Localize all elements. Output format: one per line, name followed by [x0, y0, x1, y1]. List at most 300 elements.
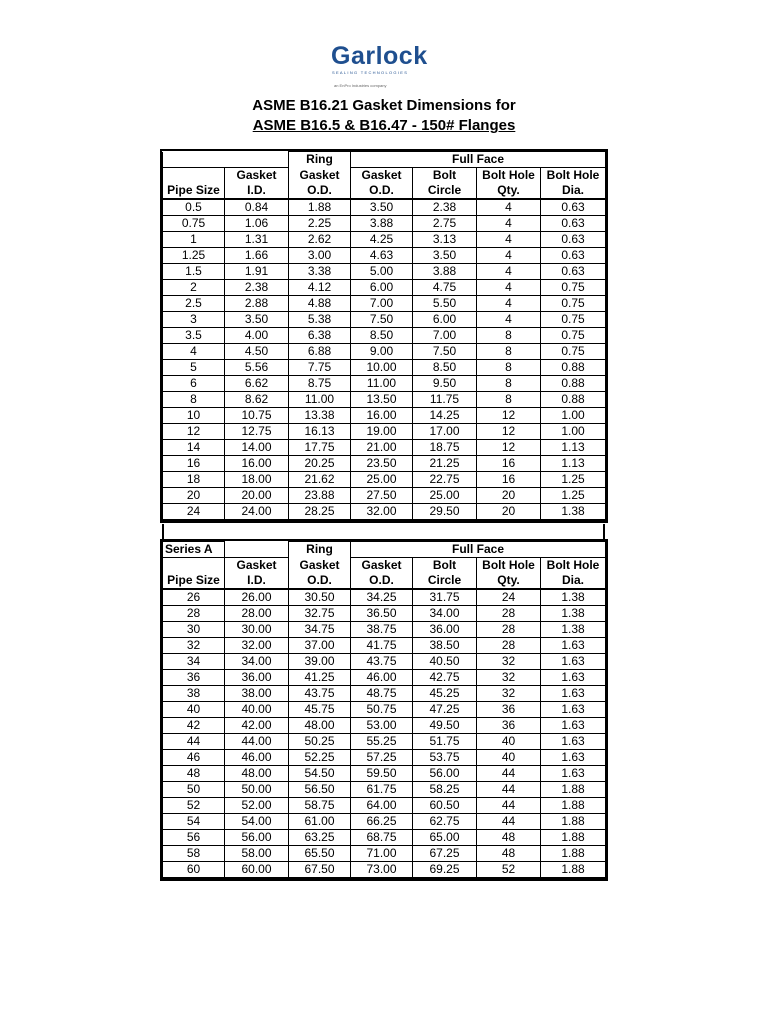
gasket-id-cell: 32.00: [225, 638, 289, 654]
pipe-size-cell: 1.5: [163, 264, 225, 280]
pipe-size-cell: 40: [163, 702, 225, 718]
bolt-hole-qty-cell: 12: [477, 424, 541, 440]
bolt-circle-cell: 7.00: [413, 328, 477, 344]
ff-gasket-od-cell: 36.50: [351, 606, 413, 622]
gasket-id-cell: 20.00: [225, 488, 289, 504]
bolt-circle-cell: 6.00: [413, 312, 477, 328]
ring-gasket-od-cell: 45.75: [289, 702, 351, 718]
gasket-id-cell: 34.00: [225, 654, 289, 670]
ring-gasket-od-cell: 13.38: [289, 408, 351, 424]
header-blank: [225, 542, 289, 558]
bolt-hole-qty-cell: 4: [477, 312, 541, 328]
table-row: [163, 360, 606, 376]
ff-gasket-od-cell: 55.25: [351, 734, 413, 750]
bolt-hole-qty-cell: 4: [477, 216, 541, 232]
gasket-id-cell: 46.00: [225, 750, 289, 766]
bolt-hole-qty-cell: 48: [477, 846, 541, 862]
bolt-circle-cell: 25.00: [413, 488, 477, 504]
bolt-hole-qty-cell: 4: [477, 296, 541, 312]
bolt-circle-cell: 17.00: [413, 424, 477, 440]
ring-gasket-od-cell: 4.12: [289, 280, 351, 296]
bolt-hole-qty-cell: 20: [477, 504, 541, 521]
gasket-id-cell: 1.31: [225, 232, 289, 248]
ring-gasket-od-cell: 63.25: [289, 830, 351, 846]
ring-gasket-od-cell: 20.25: [289, 456, 351, 472]
bolt-circle-cell: 11.75: [413, 392, 477, 408]
bolt-hole-dia-cell: 1.63: [541, 750, 606, 766]
pipe-size-cell: 1: [163, 232, 225, 248]
pipe-size-cell: 46: [163, 750, 225, 766]
ff-gasket-od-header: O.D.: [351, 183, 413, 199]
table-row: [163, 814, 606, 830]
pipe-size-cell: 1.25: [163, 248, 225, 264]
pipe-size-cell: 4: [163, 344, 225, 360]
ring-gasket-od-header-top: Gasket: [289, 168, 351, 184]
table-row: [163, 472, 606, 488]
pipe-size-cell: 3: [163, 312, 225, 328]
table-row: [163, 392, 606, 408]
table-row: [163, 718, 606, 734]
gasket-id-cell: 2.38: [225, 280, 289, 296]
bolt-hole-qty-cell: 16: [477, 472, 541, 488]
bolt-circle-cell: 29.50: [413, 504, 477, 521]
bolt-hole-qty-cell: 32: [477, 654, 541, 670]
bolt-circle-cell: 45.25: [413, 686, 477, 702]
bolt-hole-dia-cell: 1.00: [541, 424, 606, 440]
pipe-size-cell: 42: [163, 718, 225, 734]
table-row: [163, 488, 606, 504]
ff-gasket-od-cell: 57.25: [351, 750, 413, 766]
bolt-hole-qty-cell: 44: [477, 798, 541, 814]
ring-gasket-od-cell: 61.00: [289, 814, 351, 830]
gasket-id-cell: 56.00: [225, 830, 289, 846]
bolt-circle-cell: 5.50: [413, 296, 477, 312]
ring-gasket-od-cell: 4.88: [289, 296, 351, 312]
ring-gasket-od-header: O.D.: [289, 183, 351, 199]
bolt-hole-qty-cell: 36: [477, 718, 541, 734]
pipe-size-cell: 38: [163, 686, 225, 702]
pipe-size-cell: 10: [163, 408, 225, 424]
gasket-id-cell: 1.66: [225, 248, 289, 264]
bolt-hole-dia-cell: 1.38: [541, 606, 606, 622]
gasket-id-cell: 4.50: [225, 344, 289, 360]
bolt-circle-cell: 4.75: [413, 280, 477, 296]
table-row: [163, 670, 606, 686]
bolt-hole-qty-cell: 44: [477, 782, 541, 798]
bolt-hole-dia-cell: 1.13: [541, 456, 606, 472]
bolt-hole-dia-cell: 1.25: [541, 488, 606, 504]
gasket-id-cell: 4.00: [225, 328, 289, 344]
table-row: [163, 686, 606, 702]
bolt-circle-header: Circle: [413, 183, 477, 199]
ring-gasket-od-cell: 11.00: [289, 392, 351, 408]
bolt-hole-qty-header: Qty.: [477, 183, 541, 199]
ring-gasket-od-cell: 2.62: [289, 232, 351, 248]
gasket-id-cell: 50.00: [225, 782, 289, 798]
pipe-size-cell: 28: [163, 606, 225, 622]
gasket-id-cell: 54.00: [225, 814, 289, 830]
bolt-hole-dia-header: Dia.: [541, 573, 606, 589]
bolt-hole-qty-cell: 4: [477, 248, 541, 264]
gasket-id-cell: 60.00: [225, 862, 289, 879]
bolt-circle-cell: 3.88: [413, 264, 477, 280]
bolt-circle-cell: 34.00: [413, 606, 477, 622]
ring-gasket-od-cell: 6.88: [289, 344, 351, 360]
bolt-hole-dia-cell: 1.63: [541, 718, 606, 734]
ring-gasket-od-cell: 16.13: [289, 424, 351, 440]
ff-gasket-od-cell: 10.00: [351, 360, 413, 376]
bolt-hole-dia-cell: 1.00: [541, 408, 606, 424]
bolt-hole-dia-cell: 0.63: [541, 264, 606, 280]
bolt-hole-qty-cell: 40: [477, 750, 541, 766]
bolt-hole-dia-cell: 1.13: [541, 440, 606, 456]
bolt-hole-dia-cell: 0.88: [541, 376, 606, 392]
bolt-hole-dia-cell: 0.75: [541, 312, 606, 328]
ring-gasket-od-cell: 2.25: [289, 216, 351, 232]
bolt-circle-cell: 2.38: [413, 199, 477, 216]
bolt-hole-dia-cell: 0.63: [541, 248, 606, 264]
pipe-size-cell: 12: [163, 424, 225, 440]
bolt-hole-qty-cell: 24: [477, 589, 541, 606]
bolt-hole-qty-cell: 36: [477, 702, 541, 718]
table-row: [163, 344, 606, 360]
ring-gasket-od-cell: 17.75: [289, 440, 351, 456]
bolt-hole-dia-cell: 1.63: [541, 670, 606, 686]
table-row: [163, 328, 606, 344]
group-header-row: [163, 542, 606, 558]
ff-gasket-od-cell: 9.00: [351, 344, 413, 360]
gasket-id-cell: 28.00: [225, 606, 289, 622]
gasket-id-cell: 36.00: [225, 670, 289, 686]
bolt-circle-cell: 49.50: [413, 718, 477, 734]
bolt-hole-qty-cell: 8: [477, 328, 541, 344]
bolt-hole-qty-header-top: Bolt Hole: [477, 168, 541, 184]
pipe-size-header: Pipe Size: [163, 183, 225, 199]
pipe-size-cell: 50: [163, 782, 225, 798]
bolt-circle-cell: 58.25: [413, 782, 477, 798]
table-row: [163, 782, 606, 798]
gasket-id-cell: 2.88: [225, 296, 289, 312]
pipe-size-cell: 36: [163, 670, 225, 686]
bolt-hole-dia-cell: 0.75: [541, 296, 606, 312]
pipe-size-cell: 2: [163, 280, 225, 296]
bolt-hole-qty-cell: 32: [477, 670, 541, 686]
bolt-hole-dia-header-top: Bolt Hole: [541, 558, 606, 574]
bolt-circle-cell: 51.75: [413, 734, 477, 750]
bolt-circle-cell: 60.50: [413, 798, 477, 814]
bolt-hole-qty-cell: 48: [477, 830, 541, 846]
ring-gasket-od-cell: 56.50: [289, 782, 351, 798]
ff-gasket-od-cell: 34.25: [351, 589, 413, 606]
header-blank: [225, 152, 289, 168]
bolt-hole-qty-cell: 4: [477, 280, 541, 296]
ring-gasket-od-cell: 3.38: [289, 264, 351, 280]
bolt-hole-qty-cell: 32: [477, 686, 541, 702]
bolt-hole-qty-cell: 8: [477, 344, 541, 360]
ff-gasket-od-cell: 16.00: [351, 408, 413, 424]
ff-gasket-od-cell: 61.75: [351, 782, 413, 798]
bolt-circle-cell: 18.75: [413, 440, 477, 456]
bolt-circle-cell: 47.25: [413, 702, 477, 718]
table-row: [163, 606, 606, 622]
bolt-hole-qty-cell: 28: [477, 606, 541, 622]
bolt-hole-qty-cell: 4: [477, 232, 541, 248]
column-header-row-top: [163, 168, 606, 184]
gasket-id-cell: 52.00: [225, 798, 289, 814]
ring-gasket-od-cell: 1.88: [289, 199, 351, 216]
pipe-size-header-top: [163, 558, 225, 574]
ring-gasket-od-header: O.D.: [289, 573, 351, 589]
ff-gasket-od-cell: 7.00: [351, 296, 413, 312]
table-row: [163, 248, 606, 264]
logo-wordmark: Garlock: [331, 42, 428, 70]
gasket-id-cell: 42.00: [225, 718, 289, 734]
pipe-size-cell: 6: [163, 376, 225, 392]
ff-gasket-od-cell: 43.75: [351, 654, 413, 670]
pipe-size-cell: 18: [163, 472, 225, 488]
bolt-hole-dia-cell: 1.38: [541, 589, 606, 606]
table-row: [163, 199, 606, 216]
ff-gasket-od-cell: 46.00: [351, 670, 413, 686]
bolt-hole-dia-cell: 1.38: [541, 504, 606, 521]
ff-gasket-od-header-top: Gasket: [351, 168, 413, 184]
table-body: [163, 589, 606, 878]
gasket-id-header: I.D.: [225, 183, 289, 199]
gasket-id-cell: 18.00: [225, 472, 289, 488]
bolt-hole-dia-cell: 0.63: [541, 199, 606, 216]
gasket-id-cell: 30.00: [225, 622, 289, 638]
bolt-circle-cell: 8.50: [413, 360, 477, 376]
column-header-row-bottom: [163, 183, 606, 199]
ring-gasket-od-header-top: Gasket: [289, 558, 351, 574]
ring-gasket-od-cell: 37.00: [289, 638, 351, 654]
bolt-hole-qty-cell: 52: [477, 862, 541, 879]
gasket-id-cell: 6.62: [225, 376, 289, 392]
bolt-circle-cell: 69.25: [413, 862, 477, 879]
ff-gasket-od-cell: 23.50: [351, 456, 413, 472]
table-spacer: [162, 524, 605, 540]
bolt-hole-dia-header: Dia.: [541, 183, 606, 199]
bolt-hole-qty-header-top: Bolt Hole: [477, 558, 541, 574]
ff-gasket-od-cell: 50.75: [351, 702, 413, 718]
gasket-id-cell: 26.00: [225, 589, 289, 606]
table-row: [163, 264, 606, 280]
bolt-hole-qty-cell: 44: [477, 814, 541, 830]
gasket-id-cell: 14.00: [225, 440, 289, 456]
pipe-size-cell: 60: [163, 862, 225, 879]
ff-gasket-od-cell: 64.00: [351, 798, 413, 814]
table-row: [163, 504, 606, 521]
pipe-size-cell: 0.5: [163, 199, 225, 216]
bolt-circle-cell: 56.00: [413, 766, 477, 782]
bolt-hole-qty-cell: 12: [477, 440, 541, 456]
bolt-circle-cell: 42.75: [413, 670, 477, 686]
ring-gasket-od-cell: 48.00: [289, 718, 351, 734]
ff-gasket-od-cell: 66.25: [351, 814, 413, 830]
gasket-id-cell: 58.00: [225, 846, 289, 862]
ring-gasket-od-cell: 41.25: [289, 670, 351, 686]
table-row: [163, 702, 606, 718]
pipe-size-cell: 8: [163, 392, 225, 408]
ff-gasket-od-cell: 53.00: [351, 718, 413, 734]
bolt-circle-cell: 22.75: [413, 472, 477, 488]
bolt-hole-dia-cell: 1.88: [541, 798, 606, 814]
bolt-hole-dia-cell: 0.88: [541, 360, 606, 376]
bolt-hole-qty-cell: 40: [477, 734, 541, 750]
bolt-hole-dia-cell: 1.63: [541, 638, 606, 654]
table-body: [163, 199, 606, 520]
gasket-id-cell: 44.00: [225, 734, 289, 750]
bolt-circle-cell: 9.50: [413, 376, 477, 392]
ff-gasket-od-cell: 7.50: [351, 312, 413, 328]
bolt-hole-qty-cell: 4: [477, 199, 541, 216]
ring-gasket-od-cell: 21.62: [289, 472, 351, 488]
bolt-hole-dia-cell: 0.88: [541, 392, 606, 408]
bolt-circle-header-top: Bolt: [413, 168, 477, 184]
ring-gasket-od-cell: 6.38: [289, 328, 351, 344]
bolt-circle-cell: 62.75: [413, 814, 477, 830]
table-row: [163, 440, 606, 456]
ring-gasket-od-cell: 43.75: [289, 686, 351, 702]
bolt-hole-dia-cell: 1.63: [541, 654, 606, 670]
table-row: [163, 232, 606, 248]
table-row: [163, 798, 606, 814]
ff-gasket-od-cell: 3.88: [351, 216, 413, 232]
pipe-size-cell: 24: [163, 504, 225, 521]
bolt-hole-dia-cell: 1.63: [541, 766, 606, 782]
bolt-circle-cell: 67.25: [413, 846, 477, 862]
ff-gasket-od-cell: 59.50: [351, 766, 413, 782]
ff-gasket-od-cell: 3.50: [351, 199, 413, 216]
series-a-table: [162, 541, 606, 879]
bolt-hole-qty-cell: 4: [477, 264, 541, 280]
ring-gasket-od-cell: 32.75: [289, 606, 351, 622]
full-face-group-header: Full Face: [351, 152, 606, 168]
ring-gasket-od-cell: 39.00: [289, 654, 351, 670]
ring-gasket-od-cell: 7.75: [289, 360, 351, 376]
bolt-circle-cell: 53.75: [413, 750, 477, 766]
full-face-group-header: Full Face: [351, 542, 606, 558]
pipe-size-cell: 20: [163, 488, 225, 504]
pipe-size-cell: 48: [163, 766, 225, 782]
gasket-id-cell: 16.00: [225, 456, 289, 472]
ring-gasket-od-cell: 23.88: [289, 488, 351, 504]
ring-group-header: Ring: [289, 152, 351, 168]
bolt-circle-cell: 31.75: [413, 589, 477, 606]
table-row: [163, 638, 606, 654]
table-row: [163, 622, 606, 638]
ff-gasket-od-cell: 41.75: [351, 638, 413, 654]
pipe-size-header: Pipe Size: [163, 573, 225, 589]
pipe-size-cell: 30: [163, 622, 225, 638]
ring-gasket-od-cell: 5.38: [289, 312, 351, 328]
bolt-circle-cell: 40.50: [413, 654, 477, 670]
bolt-hole-dia-cell: 1.38: [541, 622, 606, 638]
logo-tagline: an EnPro Industries company: [334, 83, 387, 88]
group-header-row: [163, 152, 606, 168]
bolt-circle-cell: 65.00: [413, 830, 477, 846]
bolt-hole-dia-cell: 1.63: [541, 686, 606, 702]
table-row: [163, 312, 606, 328]
pipe-size-cell: 54: [163, 814, 225, 830]
gasket-id-cell: 12.75: [225, 424, 289, 440]
ff-gasket-od-cell: 73.00: [351, 862, 413, 879]
bolt-hole-dia-cell: 1.88: [541, 862, 606, 879]
table-row: [163, 280, 606, 296]
bolt-hole-qty-cell: 8: [477, 376, 541, 392]
ff-gasket-od-cell: 71.00: [351, 846, 413, 862]
pipe-size-cell: 16: [163, 456, 225, 472]
bolt-circle-header-top: Bolt: [413, 558, 477, 574]
gasket-id-cell: 8.62: [225, 392, 289, 408]
pipe-size-cell: 44: [163, 734, 225, 750]
logo-subline: SEALING TECHNOLOGIES: [332, 70, 409, 75]
table-row: [163, 589, 606, 606]
pipe-size-cell: 58: [163, 846, 225, 862]
pipe-size-cell: 52: [163, 798, 225, 814]
bolt-circle-cell: 36.00: [413, 622, 477, 638]
ff-gasket-od-cell: 8.50: [351, 328, 413, 344]
garlock-logo: [328, 40, 440, 96]
ring-gasket-od-cell: 54.50: [289, 766, 351, 782]
gasket-id-cell: 38.00: [225, 686, 289, 702]
bolt-hole-qty-header: Qty.: [477, 573, 541, 589]
column-header-row-bottom: [163, 573, 606, 589]
gasket-dimensions-table: [162, 151, 606, 521]
ff-gasket-od-cell: 25.00: [351, 472, 413, 488]
ff-gasket-od-cell: 5.00: [351, 264, 413, 280]
table-row: [163, 216, 606, 232]
pipe-size-cell: 26: [163, 589, 225, 606]
table-row: [163, 654, 606, 670]
page-subtitle: ASME B16.5 & B16.47 - 150# Flanges: [252, 117, 516, 134]
bolt-hole-qty-cell: 20: [477, 488, 541, 504]
bolt-hole-qty-cell: 8: [477, 392, 541, 408]
table-row: [163, 296, 606, 312]
bolt-hole-dia-cell: 0.75: [541, 344, 606, 360]
table-row: [163, 862, 606, 879]
pipe-size-cell: 34: [163, 654, 225, 670]
bolt-hole-qty-cell: 44: [477, 766, 541, 782]
gasket-id-cell: 0.84: [225, 199, 289, 216]
ff-gasket-od-cell: 27.50: [351, 488, 413, 504]
ff-gasket-od-cell: 21.00: [351, 440, 413, 456]
bolt-circle-cell: 3.50: [413, 248, 477, 264]
ff-gasket-od-cell: 19.00: [351, 424, 413, 440]
pipe-size-cell: 3.5: [163, 328, 225, 344]
bolt-circle-cell: 38.50: [413, 638, 477, 654]
pipe-size-cell: 14: [163, 440, 225, 456]
gasket-id-cell: 1.06: [225, 216, 289, 232]
bolt-hole-dia-cell: 1.25: [541, 472, 606, 488]
pipe-size-header-top: [163, 168, 225, 184]
gasket-id-cell: 1.91: [225, 264, 289, 280]
bolt-hole-qty-cell: 12: [477, 408, 541, 424]
bolt-hole-dia-cell: 0.75: [541, 280, 606, 296]
bolt-hole-dia-cell: 1.63: [541, 702, 606, 718]
pipe-size-cell: 5: [163, 360, 225, 376]
bolt-circle-cell: 14.25: [413, 408, 477, 424]
ff-gasket-od-cell: 38.75: [351, 622, 413, 638]
bolt-circle-cell: 21.25: [413, 456, 477, 472]
bolt-circle-cell: 2.75: [413, 216, 477, 232]
ff-gasket-od-cell: 48.75: [351, 686, 413, 702]
ff-gasket-od-cell: 68.75: [351, 830, 413, 846]
table-row: [163, 456, 606, 472]
bolt-hole-dia-cell: 1.63: [541, 734, 606, 750]
ff-gasket-od-cell: 6.00: [351, 280, 413, 296]
ring-gasket-od-cell: 28.25: [289, 504, 351, 521]
